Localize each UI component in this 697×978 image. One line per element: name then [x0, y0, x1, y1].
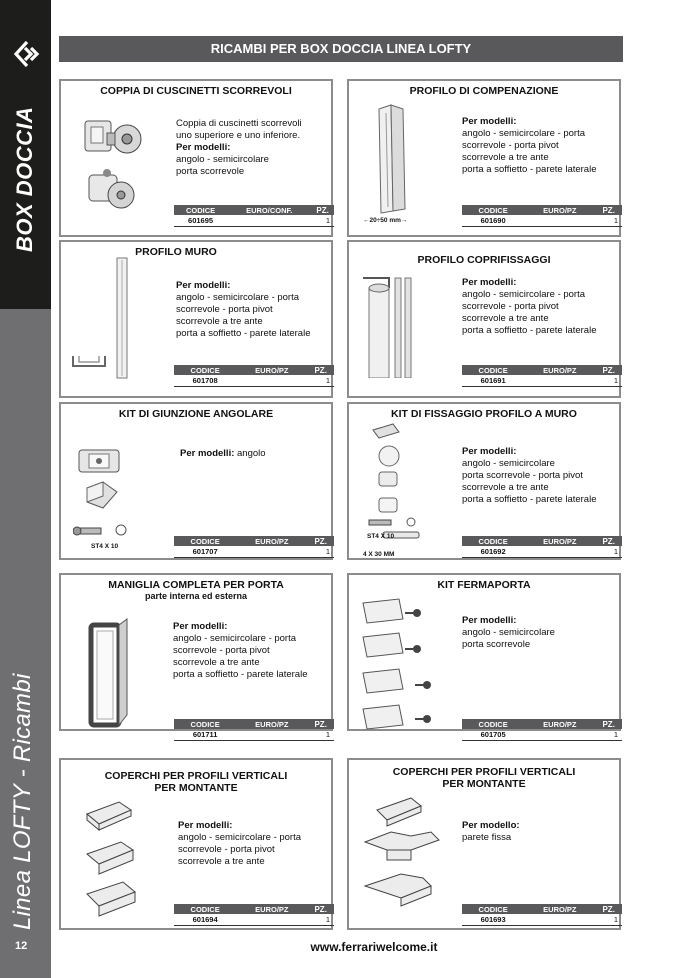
- card-description: Per modelli: angolo - semicircolare - porta scorrevole - porta pivot scorrevole a tre ante porta a soffietto - parete laterale: [173, 621, 308, 680]
- table-header-cell: EURO/PZ: [524, 904, 595, 914]
- table-cell: 1: [595, 729, 622, 741]
- table-header-cell: CODICE: [174, 904, 236, 914]
- card-title: KIT FERMAPORTA: [437, 579, 531, 591]
- table-row: [174, 904, 334, 914]
- bearing-pair-icon: [79, 115, 149, 213]
- table-row: [462, 914, 622, 926]
- table-header-cell: PZ.: [311, 205, 334, 215]
- table-header-cell: CODICE: [174, 719, 236, 729]
- table-cell: [524, 729, 595, 741]
- card-title: COPERCHI PER PROFILI VERTICALI PER MONTANTE: [104, 770, 288, 794]
- card-description: Per modelli: angolo - semicircolare porta scorrevole - porta pivot scorrevole a tre ante porta a soffietto - parete laterale: [462, 446, 597, 505]
- product-card-fissaggio-profilo: [347, 402, 621, 560]
- card-description: Per modelli: angolo - semicircolare - porta scorrevole - porta pivot scorrevole a tre ante porta a soffietto - parete laterale: [176, 280, 311, 339]
- vertical-profile-caps-icon: [79, 796, 153, 922]
- price-table: [462, 904, 622, 926]
- price-table: [462, 205, 622, 227]
- card-description: Per modelli: angolo - semicircolare porta scorrevole: [462, 615, 555, 650]
- price-table: [462, 365, 622, 387]
- sidebar-top-band: [0, 0, 51, 309]
- table-header-cell: EURO/PZ: [524, 205, 595, 215]
- table-header-cell: PZ.: [307, 536, 334, 546]
- table-row: [174, 375, 334, 387]
- table-header-cell: EURO/PZ: [236, 536, 307, 546]
- brand-logo-icon: [12, 40, 40, 68]
- product-code: 601693: [462, 914, 524, 926]
- price-table: [174, 365, 334, 387]
- table-row: [462, 365, 622, 375]
- table-header-cell: EURO/PZ: [524, 719, 595, 729]
- table-header-cell: CODICE: [174, 205, 227, 215]
- product-card-maniglia: [59, 573, 333, 739]
- price-table: [462, 719, 622, 741]
- table-header-cell: PZ.: [307, 365, 334, 375]
- card-title: KIT DI FISSAGGIO PROFILO A MURO: [391, 408, 577, 420]
- table-cell: 1: [595, 375, 622, 387]
- product-code: 601690: [462, 215, 524, 227]
- table-header-cell: PZ.: [307, 904, 334, 914]
- table-row: [174, 719, 334, 729]
- price-table: [174, 904, 334, 926]
- card-title: PROFILO DI COMPENAZIONE: [409, 85, 559, 97]
- table-header-cell: CODICE: [462, 904, 524, 914]
- product-card-profilo-compensazione: [347, 79, 621, 237]
- sidebar-brand-text: BOX DOCCIA: [12, 106, 37, 252]
- price-table: [462, 536, 622, 558]
- table-cell: [524, 914, 595, 926]
- table-header-cell: CODICE: [174, 365, 236, 375]
- card-title: MANIGLIA COMPLETA PER PORTA: [108, 579, 284, 591]
- table-cell: [236, 375, 307, 387]
- table-header-cell: PZ.: [307, 719, 334, 729]
- table-header-cell: EURO/PZ: [524, 365, 595, 375]
- table-row: [174, 365, 334, 375]
- dimension-label-2: 4 X 30 MM: [363, 551, 395, 558]
- price-table: [174, 205, 334, 227]
- table-header-cell: PZ.: [595, 536, 622, 546]
- card-description: Per modelli: angolo: [180, 448, 266, 459]
- page-number: 12: [15, 940, 28, 952]
- table-cell: 1: [307, 546, 334, 558]
- card-title: PROFILO MURO: [135, 246, 217, 258]
- table-row: [462, 546, 622, 558]
- table-row: [462, 215, 622, 227]
- card-description: Per modelli: angolo - semicircolare - porta scorrevole - porta pivot scorrevole a tre ante porta a soffietto - parete laterale: [462, 116, 597, 175]
- card-subtitle: parte interna ed esterna: [144, 591, 248, 601]
- table-header-cell: EURO/PZ: [236, 719, 307, 729]
- card-title: PROFILO COPRIFISSAGGI: [417, 254, 551, 266]
- product-code: 601711: [174, 729, 236, 741]
- table-header-cell: PZ.: [595, 205, 622, 215]
- table-row: [462, 536, 622, 546]
- compensation-profile-icon: [371, 103, 415, 215]
- product-code: 601708: [174, 375, 236, 387]
- dimension-label: ST4 X 10: [91, 543, 119, 550]
- sidebar-line-text: Linea LOFTY - Ricambi: [9, 673, 36, 930]
- wall-fixing-kit-icon: [363, 422, 429, 540]
- product-card-coperchi-montante: [59, 758, 333, 930]
- table-row: [174, 215, 334, 227]
- wall-profile-icon: [69, 256, 139, 380]
- sidebar: [0, 0, 51, 978]
- table-cell: [524, 215, 595, 227]
- door-handle-icon: [83, 605, 133, 735]
- price-table: [174, 536, 334, 558]
- card-title: COPERCHI PER PROFILI VERTICALI PER MONTANTE: [392, 766, 576, 790]
- product-code: 601695: [174, 215, 227, 227]
- product-card-giunzione-angolare: [59, 402, 333, 560]
- corner-joint-kit-icon: [73, 444, 133, 540]
- table-row: [174, 536, 334, 546]
- card-description: Per modello: parete fissa: [462, 820, 520, 843]
- table-row: [174, 205, 334, 215]
- table-header-cell: PZ.: [595, 904, 622, 914]
- table-header-cell: CODICE: [174, 536, 236, 546]
- cover-profile-icon: [359, 274, 421, 378]
- page-title: RICAMBI PER BOX DOCCIA LINEA LOFTY: [59, 36, 623, 62]
- product-code: 601694: [174, 914, 236, 926]
- table-header-cell: CODICE: [462, 365, 524, 375]
- table-header-cell: EURO/CONF.: [227, 205, 311, 215]
- table-row: [462, 375, 622, 387]
- table-cell: 1: [307, 914, 334, 926]
- table-row: [462, 719, 622, 729]
- table-header-cell: PZ.: [595, 719, 622, 729]
- price-table: [174, 719, 334, 741]
- table-header-cell: CODICE: [462, 719, 524, 729]
- product-code: 601692: [462, 546, 524, 558]
- card-description: Coppia di cuscinetti scorrevoli uno superiore e uno inferiore. Per modelli: angolo - semicircolare porta scorrevole: [176, 118, 302, 177]
- product-card-profilo-coprifissaggi: [347, 240, 621, 398]
- table-header-cell: EURO/PZ: [236, 365, 307, 375]
- table-cell: [227, 215, 311, 227]
- product-code: 601705: [462, 729, 524, 741]
- table-cell: [236, 729, 307, 741]
- product-card-cuscinetti: [59, 79, 333, 237]
- table-cell: 1: [595, 215, 622, 227]
- product-code: 601691: [462, 375, 524, 387]
- table-header-cell: EURO/PZ: [524, 536, 595, 546]
- table-cell: 1: [595, 914, 622, 926]
- table-cell: [524, 375, 595, 387]
- table-cell: [236, 546, 307, 558]
- table-row: [174, 546, 334, 558]
- table-cell: [236, 914, 307, 926]
- table-row: [462, 904, 622, 914]
- table-header-cell: CODICE: [462, 205, 524, 215]
- fixed-wall-caps-icon: [361, 794, 445, 920]
- table-row: [174, 914, 334, 926]
- card-description: Per modelli: angolo - semicircolare - porta scorrevole - porta pivot scorrevole a tre ante: [178, 820, 302, 867]
- dimension-label: ST4 X 10: [367, 533, 395, 540]
- table-header-cell: PZ.: [595, 365, 622, 375]
- card-title: KIT DI GIUNZIONE ANGOLARE: [118, 408, 274, 420]
- footer-website-link[interactable]: www.ferrariwelcome.it: [310, 940, 438, 954]
- dimension-label: ←20÷50 mm→: [363, 217, 408, 224]
- table-row: [462, 205, 622, 215]
- table-cell: [524, 546, 595, 558]
- table-header-cell: EURO/PZ: [236, 904, 307, 914]
- table-row: [462, 729, 622, 741]
- card-description: Per modelli: angolo - semicircolare - porta scorrevole - porta pivot scorrevole a tre ante porta a soffietto - parete laterale: [462, 277, 597, 336]
- door-stop-kit-icon: [359, 589, 439, 737]
- table-header-cell: CODICE: [462, 536, 524, 546]
- card-title: COPPIA DI CUSCINETTI SCORREVOLI: [100, 85, 292, 97]
- table-cell: 1: [307, 375, 334, 387]
- table-cell: 1: [307, 729, 334, 741]
- product-code: 601707: [174, 546, 236, 558]
- product-card-fermaporta: [347, 573, 621, 739]
- product-card-profilo-muro: [59, 240, 333, 398]
- table-cell: 1: [311, 215, 334, 227]
- table-cell: 1: [595, 546, 622, 558]
- product-card-coperchi-parete-fissa: [347, 758, 621, 930]
- table-row: [174, 729, 334, 741]
